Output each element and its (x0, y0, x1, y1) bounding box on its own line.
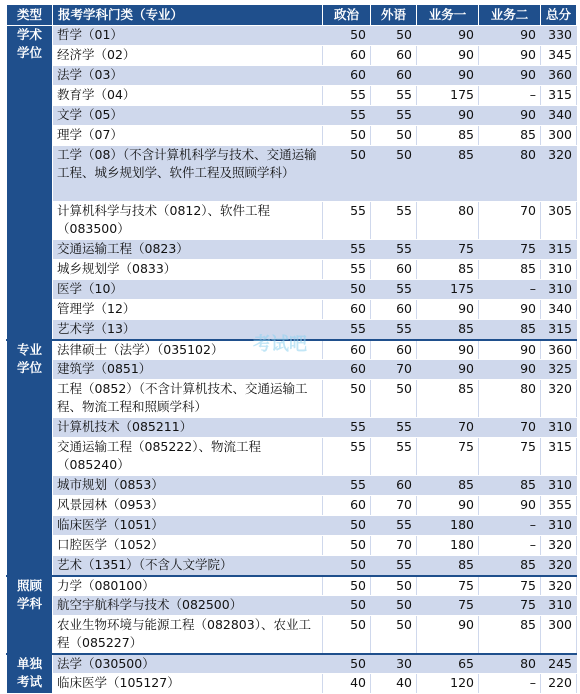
subject-cell: 临床医学（1051） (53, 516, 323, 536)
total-cell: 315 (541, 320, 577, 340)
politics-cell: 50 (323, 146, 371, 202)
subject-cell: 农业生物环境与能源工程（082803）、农业工程（085227） (53, 616, 323, 654)
politics-cell: 55 (323, 476, 371, 496)
course1-cell: 180 (417, 516, 479, 536)
politics-cell: 50 (323, 616, 371, 654)
politics-cell: 50 (323, 654, 371, 674)
subject-cell: 法律硕士（法学）（035102） (53, 340, 323, 360)
total-cell: 320 (541, 536, 577, 556)
foreign-cell: 50 (371, 380, 417, 418)
header-category: 类型 (7, 5, 53, 26)
course2-cell: 90 (479, 46, 541, 66)
course2-cell: 85 (479, 556, 541, 576)
course1-cell: 90 (417, 360, 479, 380)
table-row (7, 300, 577, 320)
table-row (7, 146, 577, 202)
table-row (7, 380, 577, 418)
total-cell: 330 (541, 26, 577, 46)
table-body (7, 26, 577, 694)
subject-cell: 交通运输工程（0823） (53, 240, 323, 260)
politics-cell: 55 (323, 106, 371, 126)
course2-cell: – (479, 280, 541, 300)
course2-cell: 90 (479, 106, 541, 126)
course1-cell: 180 (417, 536, 479, 556)
total-cell: 315 (541, 438, 577, 476)
politics-cell: 60 (323, 360, 371, 380)
course2-cell: 90 (479, 26, 541, 46)
course2-cell: 85 (479, 126, 541, 146)
total-cell: 245 (541, 654, 577, 674)
table-row (7, 360, 577, 380)
course2-cell: 80 (479, 380, 541, 418)
politics-cell: 50 (323, 516, 371, 536)
course1-cell: 75 (417, 576, 479, 596)
course1-cell: 90 (417, 340, 479, 360)
politics-cell: 50 (323, 26, 371, 46)
foreign-cell: 40 (371, 674, 417, 694)
politics-cell: 55 (323, 202, 371, 240)
subject-cell: 临床医学（105127） (53, 674, 323, 694)
total-cell: 360 (541, 340, 577, 360)
foreign-cell: 55 (371, 202, 417, 240)
subject-cell: 计算机科学与技术（0812）、软件工程（083500） (53, 202, 323, 240)
table-row (7, 26, 577, 46)
total-cell: 300 (541, 616, 577, 654)
course1-cell: 85 (417, 380, 479, 418)
foreign-cell: 60 (371, 476, 417, 496)
table-row (7, 596, 577, 616)
table-row (7, 418, 577, 438)
total-cell: 340 (541, 300, 577, 320)
course1-cell: 90 (417, 26, 479, 46)
foreign-cell: 60 (371, 340, 417, 360)
course1-cell: 85 (417, 126, 479, 146)
course2-cell: 75 (479, 576, 541, 596)
subject-cell: 哲学（01） (53, 26, 323, 46)
table-row (7, 616, 577, 654)
foreign-cell: 30 (371, 654, 417, 674)
foreign-cell: 55 (371, 280, 417, 300)
table-row (7, 340, 577, 360)
total-cell: 320 (541, 380, 577, 418)
total-cell: 310 (541, 476, 577, 496)
table-row (7, 556, 577, 576)
table-row (7, 476, 577, 496)
foreign-cell: 70 (371, 536, 417, 556)
politics-cell: 50 (323, 126, 371, 146)
foreign-cell: 55 (371, 418, 417, 438)
score-table (6, 4, 577, 694)
total-cell: 310 (541, 260, 577, 280)
subject-cell: 文学（05） (53, 106, 323, 126)
total-cell: 355 (541, 496, 577, 516)
table-row (7, 66, 577, 86)
foreign-cell: 60 (371, 66, 417, 86)
header-total: 总分 (541, 5, 577, 26)
subject-cell: 力学（080100） (53, 576, 323, 596)
politics-cell: 55 (323, 86, 371, 106)
politics-cell: 60 (323, 496, 371, 516)
total-cell: 325 (541, 360, 577, 380)
course1-cell: 75 (417, 438, 479, 476)
course1-cell: 90 (417, 106, 479, 126)
subject-cell: 城市规划（0853） (53, 476, 323, 496)
foreign-cell: 50 (371, 146, 417, 202)
category-label: 学术 学位 (7, 26, 53, 340)
politics-cell: 50 (323, 556, 371, 576)
course2-cell: – (479, 516, 541, 536)
foreign-cell: 55 (371, 556, 417, 576)
subject-cell: 计算机技术（085211） (53, 418, 323, 438)
subject-cell: 建筑学（0851） (53, 360, 323, 380)
subject-cell: 理学（07） (53, 126, 323, 146)
politics-cell: 55 (323, 320, 371, 340)
total-cell: 320 (541, 576, 577, 596)
foreign-cell: 70 (371, 360, 417, 380)
subject-cell: 艺术（1351）（不含人文学院） (53, 556, 323, 576)
course1-cell: 90 (417, 496, 479, 516)
table-row (7, 106, 577, 126)
course2-cell: 85 (479, 476, 541, 496)
category-label: 照顾 学科 (7, 576, 53, 654)
header-politics: 政治 (323, 5, 371, 26)
politics-cell: 50 (323, 536, 371, 556)
course2-cell: 75 (479, 596, 541, 616)
politics-cell: 55 (323, 418, 371, 438)
subject-cell: 交通运输工程（085222）、物流工程（085240） (53, 438, 323, 476)
total-cell: 310 (541, 418, 577, 438)
subject-cell: 教育学（04） (53, 86, 323, 106)
subject-cell: 风景园林（0953） (53, 496, 323, 516)
total-cell: 360 (541, 66, 577, 86)
course1-cell: 90 (417, 46, 479, 66)
course1-cell: 175 (417, 86, 479, 106)
subject-cell: 城乡规划学（0833） (53, 260, 323, 280)
course2-cell: – (479, 674, 541, 694)
course1-cell: 85 (417, 146, 479, 202)
total-cell: 300 (541, 126, 577, 146)
politics-cell: 60 (323, 340, 371, 360)
course1-cell: 175 (417, 280, 479, 300)
total-cell: 345 (541, 46, 577, 66)
course1-cell: 75 (417, 596, 479, 616)
foreign-cell: 55 (371, 240, 417, 260)
table-row (7, 576, 577, 596)
course2-cell: 70 (479, 202, 541, 240)
politics-cell: 55 (323, 260, 371, 280)
subject-cell: 艺术学（13） (53, 320, 323, 340)
course2-cell: 90 (479, 300, 541, 320)
total-cell: 220 (541, 674, 577, 694)
foreign-cell: 70 (371, 496, 417, 516)
subject-cell: 管理学（12） (53, 300, 323, 320)
course2-cell: 70 (479, 418, 541, 438)
course1-cell: 90 (417, 616, 479, 654)
course2-cell: 85 (479, 260, 541, 280)
subject-cell: 航空宇航科学与技术（082500） (53, 596, 323, 616)
course2-cell: 85 (479, 616, 541, 654)
course2-cell: 75 (479, 438, 541, 476)
politics-cell: 40 (323, 674, 371, 694)
foreign-cell: 55 (371, 86, 417, 106)
course1-cell: 65 (417, 654, 479, 674)
subject-cell: 工学（08）（不含计算机科学与技术、交通运输工程、城乡规划学、软件工程及照顾学科） (53, 146, 323, 202)
course2-cell: 85 (479, 320, 541, 340)
category-label: 专业 学位 (7, 340, 53, 576)
category-label: 单独 考试 (7, 654, 53, 694)
total-cell: 310 (541, 280, 577, 300)
politics-cell: 60 (323, 46, 371, 66)
subject-cell: 经济学（02） (53, 46, 323, 66)
politics-cell: 50 (323, 576, 371, 596)
table-row (7, 46, 577, 66)
table-row (7, 438, 577, 476)
course1-cell: 85 (417, 320, 479, 340)
foreign-cell: 55 (371, 320, 417, 340)
total-cell: 340 (541, 106, 577, 126)
foreign-cell: 50 (371, 126, 417, 146)
table-row (7, 202, 577, 240)
table-row (7, 280, 577, 300)
course1-cell: 120 (417, 674, 479, 694)
total-cell: 305 (541, 202, 577, 240)
watermark-logo: 考试吧 (253, 334, 307, 355)
foreign-cell: 60 (371, 260, 417, 280)
total-cell: 315 (541, 86, 577, 106)
subject-cell: 法学（03） (53, 66, 323, 86)
total-cell: 315 (541, 240, 577, 260)
header-subject: 报考学科门类（专业） (53, 5, 323, 26)
foreign-cell: 50 (371, 576, 417, 596)
foreign-cell: 50 (371, 616, 417, 654)
course1-cell: 80 (417, 202, 479, 240)
foreign-cell: 50 (371, 596, 417, 616)
course2-cell: 90 (479, 340, 541, 360)
table-row (7, 320, 577, 340)
table-row (7, 260, 577, 280)
course2-cell: 80 (479, 654, 541, 674)
header-foreign: 外语 (371, 5, 417, 26)
table-row (7, 126, 577, 146)
course2-cell: 80 (479, 146, 541, 202)
course1-cell: 85 (417, 476, 479, 496)
course1-cell: 90 (417, 300, 479, 320)
table-row (7, 86, 577, 106)
table-row (7, 674, 577, 694)
header-course1: 业务一 (417, 5, 479, 26)
subject-cell: 口腔医学（1052） (53, 536, 323, 556)
subject-cell: 工程（0852）（不含计算机技术、交通运输工程、物流工程和照顾学科） (53, 380, 323, 418)
foreign-cell: 55 (371, 516, 417, 536)
politics-cell: 50 (323, 280, 371, 300)
foreign-cell: 55 (371, 106, 417, 126)
table-row (7, 654, 577, 674)
subject-cell: 法学（030500） (53, 654, 323, 674)
course2-cell: 90 (479, 66, 541, 86)
table-row (7, 536, 577, 556)
course1-cell: 90 (417, 66, 479, 86)
politics-cell: 50 (323, 380, 371, 418)
total-cell: 320 (541, 556, 577, 576)
course2-cell: – (479, 86, 541, 106)
course1-cell: 70 (417, 418, 479, 438)
course2-cell: – (479, 536, 541, 556)
course2-cell: 90 (479, 496, 541, 516)
total-cell: 310 (541, 596, 577, 616)
table-header-row (7, 5, 577, 26)
foreign-cell: 60 (371, 300, 417, 320)
subject-cell: 医学（10） (53, 280, 323, 300)
course2-cell: 75 (479, 240, 541, 260)
politics-cell: 60 (323, 300, 371, 320)
foreign-cell: 60 (371, 46, 417, 66)
course1-cell: 75 (417, 240, 479, 260)
course1-cell: 85 (417, 556, 479, 576)
politics-cell: 60 (323, 66, 371, 86)
header-course2: 业务二 (479, 5, 541, 26)
politics-cell: 55 (323, 240, 371, 260)
total-cell: 320 (541, 146, 577, 202)
table-row (7, 240, 577, 260)
foreign-cell: 55 (371, 438, 417, 476)
table-row (7, 496, 577, 516)
foreign-cell: 50 (371, 26, 417, 46)
course1-cell: 85 (417, 260, 479, 280)
total-cell: 310 (541, 516, 577, 536)
politics-cell: 50 (323, 596, 371, 616)
politics-cell: 55 (323, 438, 371, 476)
course2-cell: 90 (479, 360, 541, 380)
table-row (7, 516, 577, 536)
